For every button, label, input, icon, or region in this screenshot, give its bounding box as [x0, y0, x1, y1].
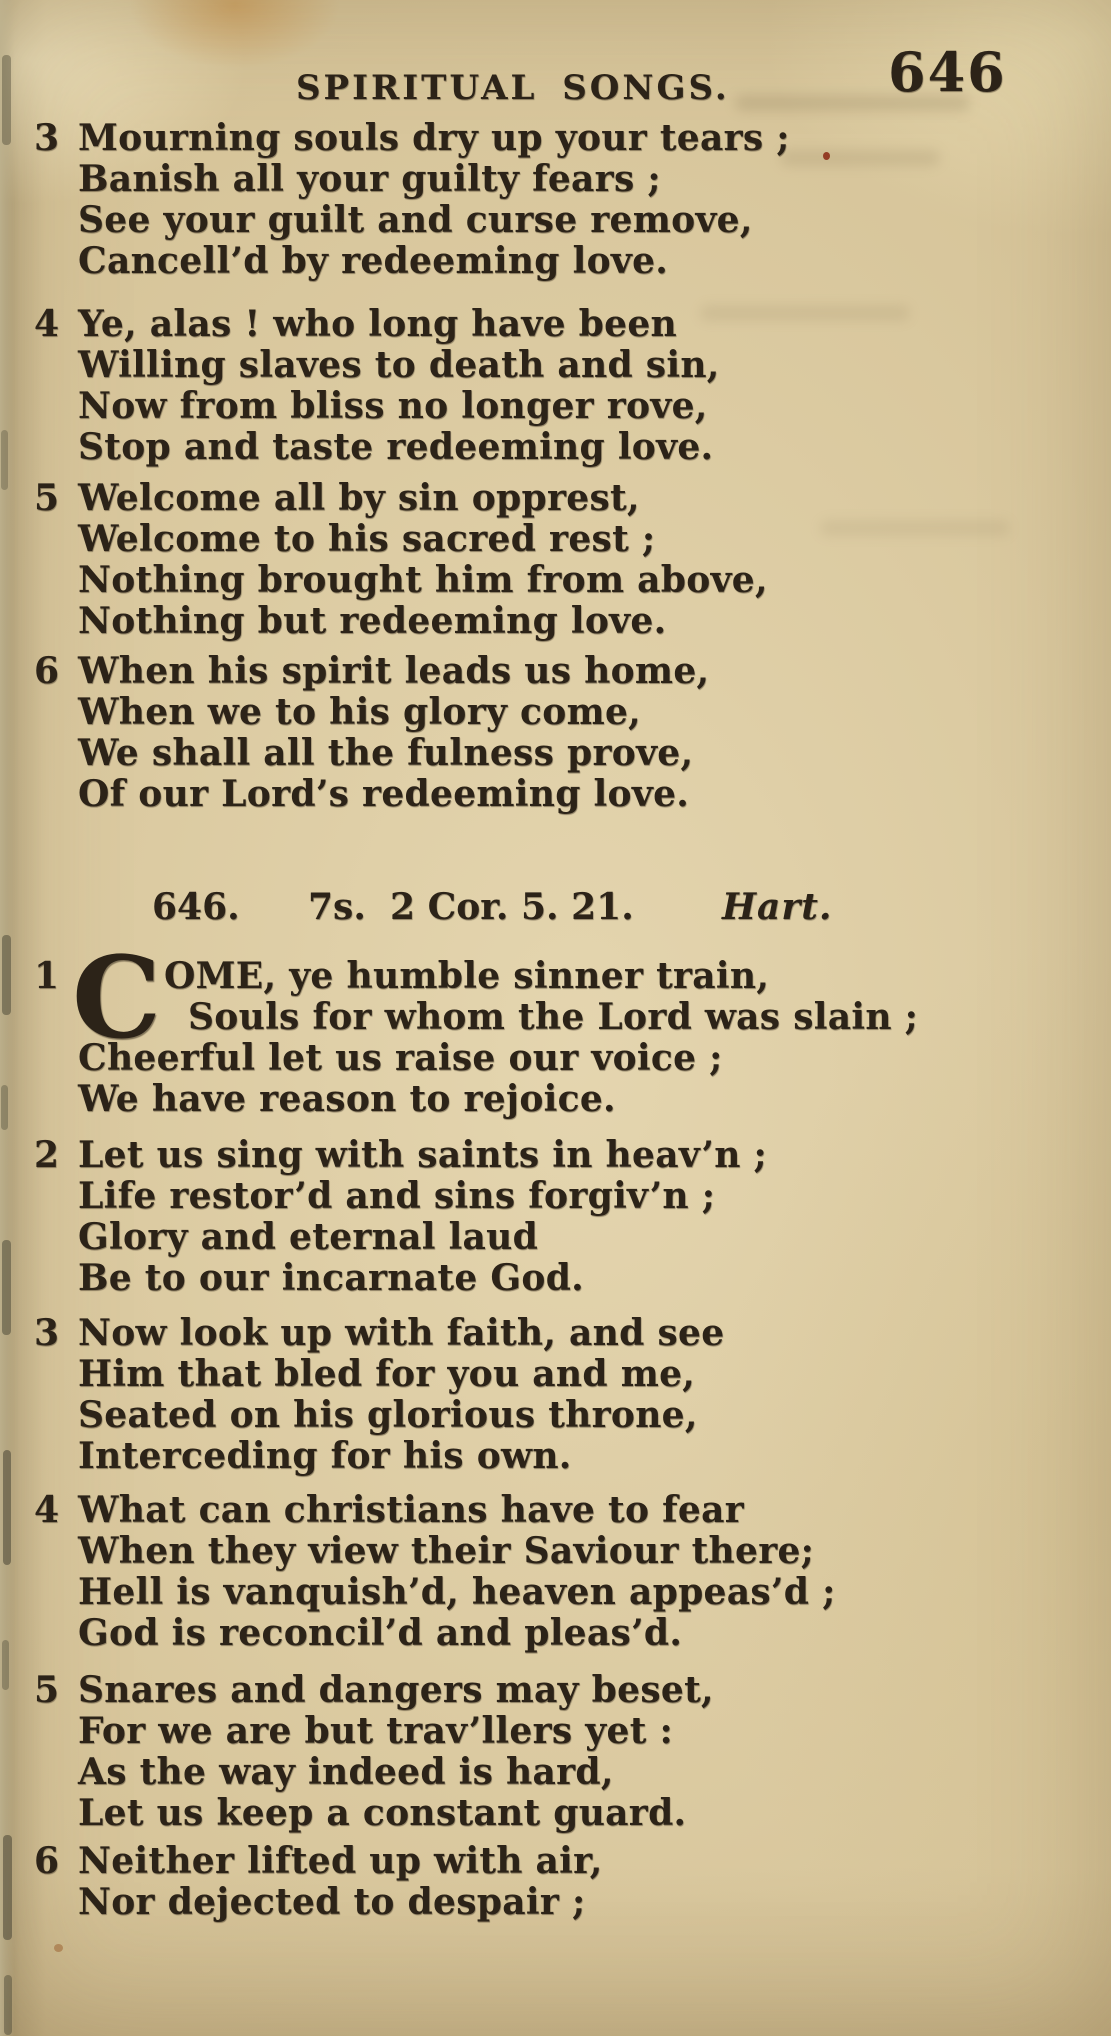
- verse-line: Mourning souls dry up your tears ;: [78, 117, 790, 159]
- verse-line: Glory and eternal laud: [78, 1216, 539, 1258]
- verse-number: 1: [34, 955, 60, 997]
- verse-line: Nothing but redeeming love.: [78, 600, 667, 642]
- hymn-meter: 7s.: [308, 886, 366, 928]
- verse-line: Welcome to his sacred rest ;: [78, 518, 656, 560]
- binding-mark: [2, 55, 11, 145]
- verse-line: Now from bliss no longer rove,: [78, 385, 708, 427]
- verse: [34, 117, 790, 282]
- verse: [34, 650, 710, 815]
- verse-line: Life restor’d and sins forgiv’n ;: [78, 1175, 716, 1217]
- verse: [34, 933, 919, 1120]
- verse: [34, 1312, 725, 1477]
- verse-line: For we are but trav’llers yet :: [78, 1710, 674, 1752]
- verse-number: 3: [34, 117, 60, 159]
- verse-number: 6: [34, 650, 60, 692]
- verse-line: Seated on his glorious throne,: [78, 1394, 698, 1436]
- drop-cap-letter: C: [72, 933, 162, 1064]
- binding-mark: [3, 1450, 11, 1565]
- verse: [34, 303, 720, 468]
- verse-line: Be to our incarnate God.: [78, 1257, 585, 1299]
- verse-line: Banish all your guilty fears ;: [78, 158, 661, 200]
- verse: [34, 477, 768, 642]
- verse-line: See your guilt and curse remove,: [78, 199, 753, 241]
- verse-number: 4: [34, 303, 60, 345]
- verse: [34, 1669, 714, 1834]
- ink-speck: [823, 152, 830, 160]
- verse-line: Ye, alas ! who long have been: [78, 303, 677, 345]
- paper-speck: [54, 1944, 63, 1952]
- verse-line: Neither lifted up with air,: [78, 1840, 603, 1882]
- verse-line: Now look up with faith, and see: [78, 1312, 725, 1354]
- verse-number: 5: [34, 1669, 60, 1711]
- verse-line: Nothing brought him from above,: [78, 559, 768, 601]
- verse-line: God is reconcil’d and pleas’d.: [78, 1612, 683, 1654]
- page-binding-edge: [0, 0, 16, 2036]
- verse-number: 6: [34, 1840, 60, 1882]
- bleedthrough-smudge: [780, 150, 940, 166]
- binding-mark: [2, 935, 11, 1015]
- verse-number: 4: [34, 1489, 60, 1531]
- hymn-author: Hart.: [722, 886, 833, 928]
- binding-mark: [3, 1835, 12, 1940]
- verse-line: Souls for whom the Lord was slain ;: [188, 996, 919, 1038]
- verse-line: When his spirit leads us home,: [78, 650, 710, 692]
- verse-line: Willing slaves to death and sin,: [78, 344, 720, 386]
- verse-line: Stop and taste redeeming love.: [78, 426, 714, 468]
- verse-line: Cancell’d by redeeming love.: [78, 240, 669, 282]
- verse: [34, 1489, 836, 1654]
- verse-number: 5: [34, 477, 60, 519]
- binding-mark: [2, 1240, 11, 1335]
- verse-line: Nor dejected to despair ;: [78, 1881, 586, 1923]
- verse-line: Cheerful let us raise our voice ;: [78, 1037, 723, 1079]
- verse-line: What can christians have to fear: [78, 1489, 744, 1531]
- verse-line: Snares and dangers may beset,: [78, 1669, 714, 1711]
- verse-line: Let us sing with saints in heav’n ;: [78, 1134, 768, 1176]
- verse-line: Interceding for his own.: [78, 1435, 572, 1477]
- bleedthrough-smudge: [700, 305, 910, 321]
- verse-number: 2: [34, 1134, 60, 1176]
- binding-mark: [2, 1640, 9, 1690]
- binding-mark: [1, 430, 8, 490]
- hymn-number: 646.: [152, 886, 240, 928]
- binding-mark: [4, 1975, 12, 2035]
- verse-line: Hell is vanquish’d, heaven appeas’d ;: [78, 1571, 836, 1613]
- verse-line: Welcome all by sin opprest,: [78, 477, 640, 519]
- verse-line: Of our Lord’s redeeming love.: [78, 773, 690, 815]
- bleedthrough-smudge: [820, 520, 1010, 536]
- verse: [34, 1840, 603, 1923]
- verse-line: When they view their Saviour there;: [78, 1530, 815, 1572]
- page-number: 646: [888, 40, 1007, 104]
- verse-line: OME, ye humble sinner train,: [164, 955, 770, 997]
- verse-line: Him that bled for you and me,: [78, 1353, 696, 1395]
- running-header: SPIRITUAL SONGS.: [296, 68, 730, 108]
- verse-line: We shall all the fulness prove,: [78, 732, 694, 774]
- verse-line: When we to his glory come,: [78, 691, 642, 733]
- verse: [34, 1134, 768, 1299]
- hymn-scripture-reference: 2 Cor. 5. 21.: [390, 886, 634, 928]
- verse-line: Let us keep a constant guard.: [78, 1792, 687, 1834]
- binding-mark: [1, 1085, 8, 1130]
- verse-line: We have reason to rejoice.: [78, 1078, 616, 1120]
- verse-number: 3: [34, 1312, 60, 1354]
- verse-line: As the way indeed is hard,: [78, 1751, 614, 1793]
